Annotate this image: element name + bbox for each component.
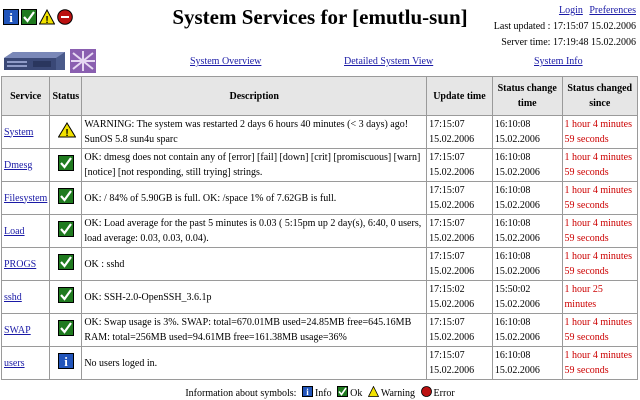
legend-ok: Ok [350, 388, 363, 399]
change-time-cell: 16:10:08 15.02.2006 [492, 215, 562, 248]
update-time-cell: 17:15:07 15.02.2006 [427, 116, 493, 149]
change-time-cell: 16:10:08 15.02.2006 [492, 182, 562, 215]
service-cell [2, 116, 50, 149]
column-header: Status change time [492, 77, 562, 116]
update-time-cell: 17:15:02 15.02.2006 [427, 281, 493, 314]
svg-text:!: ! [45, 15, 49, 25]
description-cell: OK : sshd [82, 248, 427, 281]
update-time-cell: 17:15:07 15.02.2006 [427, 215, 493, 248]
description-cell: OK: Load average for the past 5 minutes is 0.03 ( 5:15pm up 2 day(s), 6:40, 0 users, load average: 0.03, 0.03, 0.04). [82, 215, 427, 248]
update-time-cell: 17:15:07 15.02.2006 [427, 248, 493, 281]
status-cell [50, 215, 82, 248]
preferences-link[interactable]: Preferences [589, 5, 636, 16]
service-link[interactable]: System [4, 126, 34, 138]
service-link[interactable]: PROGS [4, 258, 37, 270]
nav-system-info[interactable]: System Info [534, 56, 583, 67]
table-row [2, 281, 638, 314]
column-header: Update time [427, 77, 493, 116]
changed-since-cell: 1 hour 4 minutes 59 seconds [562, 347, 637, 380]
update-time-cell: 17:15:07 15.02.2006 [427, 182, 493, 215]
legend-info: Info [314, 388, 332, 399]
service-link[interactable]: Filesystem [4, 192, 48, 204]
description-cell: OK: Swap usage is 3%. SWAP: total=670.01MB used=24.85MB free=645.16MB RAM: total=256MB used=94.61MB free=161.38MB usage=36% [82, 314, 427, 347]
change-time-cell: 16:10:08 15.02.2006 [492, 116, 562, 149]
status-cell [50, 149, 82, 182]
service-cell [2, 215, 50, 248]
service-link[interactable]: users [4, 357, 25, 369]
column-header: Description [82, 77, 427, 116]
change-time-cell: 16:10:08 15.02.2006 [492, 248, 562, 281]
change-time-cell: 16:10:08 15.02.2006 [492, 149, 562, 182]
table-header-row [2, 77, 638, 116]
ok-icon [58, 254, 74, 270]
change-time-cell: 15:50:02 15.02.2006 [492, 281, 562, 314]
legend-intro: Information about symbols: [185, 388, 297, 399]
status-cell [50, 347, 82, 380]
status-cell [50, 182, 82, 215]
description-cell: OK: dmesg does not contain any of [error] [fail] [down] [crit] [promiscuous] [warn] [notice] [not responding, still trying] strings. [82, 149, 427, 182]
update-time-cell: 17:15:07 15.02.2006 [427, 149, 493, 182]
description-cell: No users loged in. [82, 347, 427, 380]
changed-since-cell: 1 hour 4 minutes 59 seconds [562, 215, 637, 248]
status-cell [50, 248, 82, 281]
changed-since-cell: 1 hour 25 minutes [562, 281, 637, 314]
description-cell: WARNING: The system was restarted 2 days 6 hours 40 minutes (< 3 days) ago! SunOS 5.8 sun4u sparc [82, 116, 427, 149]
column-header: Service [2, 77, 50, 116]
service-cell [2, 347, 50, 380]
ok-icon [58, 155, 74, 171]
ok-icon [58, 188, 74, 204]
column-header: Status [50, 77, 82, 116]
server-icon [3, 49, 97, 73]
services-table [1, 76, 638, 380]
login-link[interactable]: Login [558, 5, 583, 16]
update-time-cell: 17:15:07 15.02.2006 [427, 347, 493, 380]
warning-icon [368, 386, 379, 397]
changed-since-cell: 1 hour 4 minutes 59 seconds [562, 314, 637, 347]
table-row [2, 215, 638, 248]
svg-text:i: i [9, 10, 13, 25]
svg-text:i: i [64, 353, 68, 369]
error-icon [421, 386, 432, 397]
svg-text:!: ! [65, 127, 69, 138]
ok-icon [337, 386, 348, 397]
service-cell [2, 314, 50, 347]
status-cell [50, 116, 82, 149]
change-time-cell: 16:10:08 15.02.2006 [492, 314, 562, 347]
server-time: Server time: 17:19:48 15.02.2006 [501, 37, 636, 48]
service-link[interactable]: Load [4, 225, 25, 237]
service-cell [2, 248, 50, 281]
warning-icon [58, 122, 74, 138]
table-row [2, 248, 638, 281]
table-row [2, 116, 638, 149]
info-icon [58, 353, 74, 369]
header-info [494, 3, 636, 51]
server-image [3, 49, 97, 78]
table-row [2, 182, 638, 215]
service-cell [2, 281, 50, 314]
service-link[interactable]: SWAP [4, 324, 31, 336]
description-cell: OK: SSH-2.0-OpenSSH_3.6.1p [82, 281, 427, 314]
symbol-legend [0, 386, 640, 399]
column-header: Status changed since [562, 77, 637, 116]
service-link[interactable]: Dmesg [4, 159, 33, 171]
description-cell: OK: / 84% of 5.90GB is full. OK: /space 1% of 7.62GB is full. [82, 182, 427, 215]
change-time-cell: 16:10:08 15.02.2006 [492, 347, 562, 380]
info-icon [302, 386, 313, 397]
service-cell [2, 182, 50, 215]
changed-since-cell: 1 hour 4 minutes 59 seconds [562, 149, 637, 182]
status-cell [50, 314, 82, 347]
ok-icon [58, 287, 74, 303]
update-time-cell: 17:15:07 15.02.2006 [427, 314, 493, 347]
status-cell [50, 281, 82, 314]
changed-since-cell: 1 hour 4 minutes 59 seconds [562, 182, 637, 215]
service-cell [2, 149, 50, 182]
legend-warning: Warning [380, 388, 416, 399]
ok-icon [58, 221, 74, 237]
nav-detailed-system-view[interactable]: Detailed System View [344, 56, 434, 67]
svg-text:i: i [306, 387, 309, 397]
table-row [2, 149, 638, 182]
ok-icon [58, 320, 74, 336]
service-link[interactable]: sshd [4, 291, 22, 303]
table-body [2, 116, 638, 380]
nav-system-overview[interactable]: System Overview [190, 56, 262, 67]
legend-error: Error [433, 388, 455, 399]
changed-since-cell: 1 hour 4 minutes 59 seconds [562, 248, 637, 281]
page-title: System Services for [emutlu-sun] [172, 5, 468, 29]
table-row [2, 314, 638, 347]
changed-since-cell: 1 hour 4 minutes 59 seconds [562, 116, 637, 149]
last-updated: Last updated : 17:15:07 15.02.2006 [493, 21, 636, 32]
table-row [2, 347, 638, 380]
